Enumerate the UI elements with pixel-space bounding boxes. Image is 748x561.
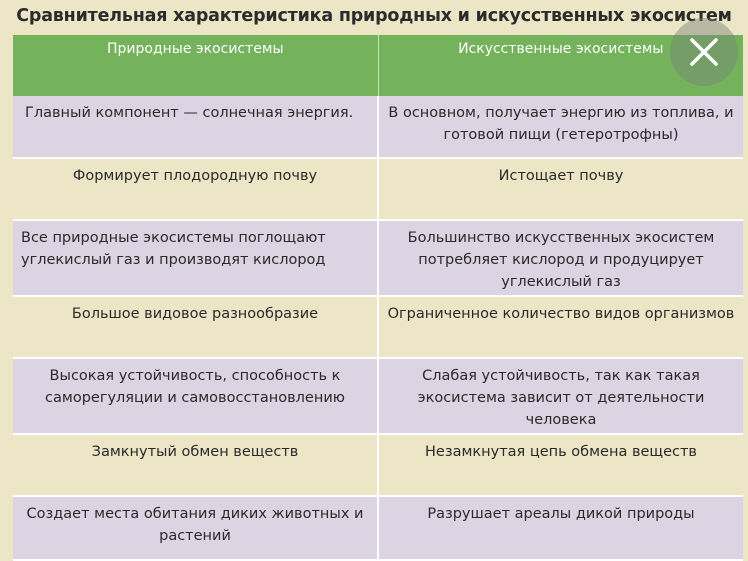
table-row xyxy=(13,496,743,560)
table-row xyxy=(13,220,743,296)
table-row xyxy=(13,158,743,220)
table-cell: Высокая устойчивость, способность к саморегуляции и самовосстановлению xyxy=(13,358,378,434)
table-cell: В основном, получает энергию из топлива, и готовой пищи (гетеротрофны) xyxy=(378,96,743,158)
table-row xyxy=(13,96,743,158)
page-title: Сравнительная характеристика природных и искусственных экосистем xyxy=(16,6,732,26)
table-row xyxy=(13,296,743,358)
table-cell: Разрушает ареалы дикой природы xyxy=(378,496,743,560)
table-cell: Большинство искусственных экосистем потребляет кислород и продуцирует углекислый газ xyxy=(378,220,743,296)
table-cell: Истощает почву xyxy=(378,158,743,220)
column-header-artificial: Искусственные экосистемы xyxy=(378,35,743,96)
table-header-row xyxy=(13,35,743,96)
close-icon xyxy=(688,36,720,68)
table-cell: Ограниченное количество видов организмов xyxy=(378,296,743,358)
table-cell: Создает места обитания диких животных и растений xyxy=(13,496,378,560)
table-cell: Формирует плодородную почву xyxy=(13,158,378,220)
close-button[interactable] xyxy=(670,18,738,86)
table-cell: Незамкнутая цепь обмена веществ xyxy=(378,434,743,496)
table-row xyxy=(13,434,743,496)
table-cell: Главный компонент — солнечная энергия. xyxy=(13,96,378,158)
comparison-table xyxy=(13,35,743,561)
column-header-natural: Природные экосистемы xyxy=(13,35,378,96)
table-cell: Слабая устойчивость, так как такая экосистема зависит от деятельности человека xyxy=(378,358,743,434)
table-row xyxy=(13,358,743,434)
table-cell: Большое видовое разнообразие xyxy=(13,296,378,358)
table-cell: Все природные экосистемы поглощают углекислый газ и производят кислород xyxy=(13,220,378,296)
table-cell: Замкнутый обмен веществ xyxy=(13,434,378,496)
